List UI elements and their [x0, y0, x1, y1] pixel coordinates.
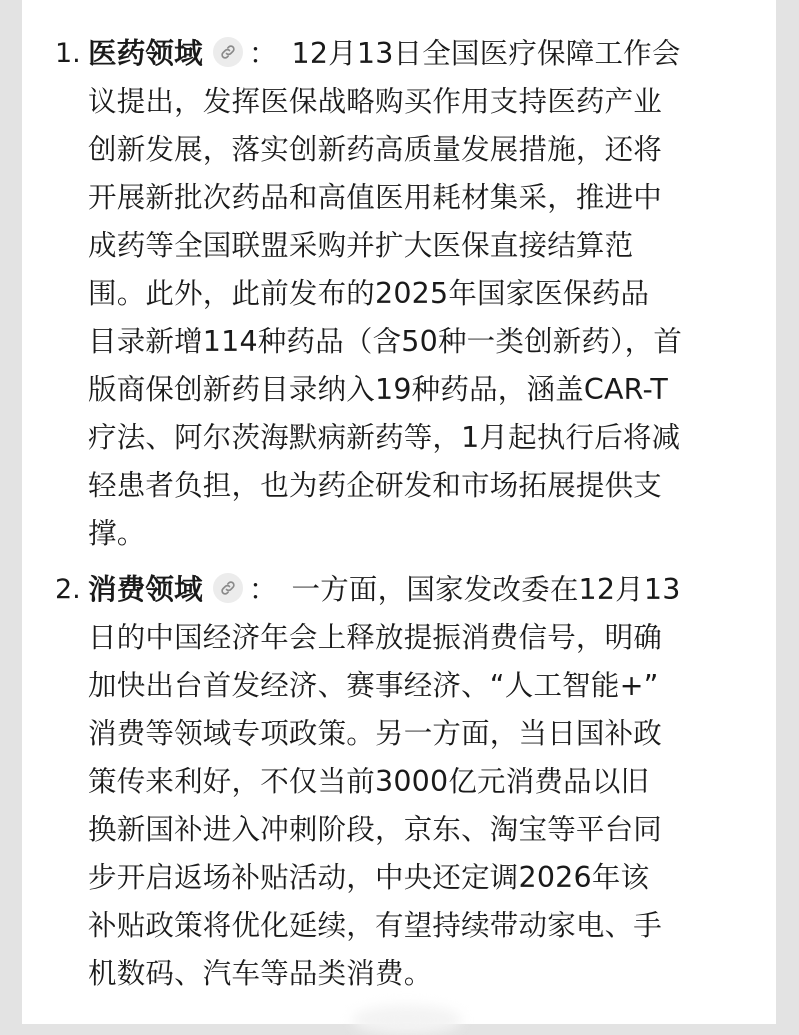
link-icon[interactable] [213, 37, 243, 67]
text-line: 轻患者负担，也为药企研发和市场拓展提供支 [88, 469, 663, 502]
text-line: 创新发展，落实创新药高质量发展措施，还将 [88, 133, 663, 166]
text-line: 换新国补进入冲刺阶段，京东、淘宝等平台同 [88, 813, 663, 846]
item-title: 消费领域 [88, 573, 203, 606]
text-line: 围。此外，此前发布的2025年国家医保药品 [88, 277, 650, 310]
text-line: 消费等领域专项政策。另一方面，当日国补政 [88, 717, 663, 750]
text-line: 加快出台首发经济、赛事经济、“人工智能+” [88, 669, 659, 702]
colon: ： [248, 573, 278, 606]
text-line [88, 30, 748, 78]
text-segment: 一方面，国家发改委在12月13 [291, 573, 681, 606]
list-item-text [88, 566, 748, 998]
text-line: 议提出，发挥医保战略购买作用支持医药产业 [88, 85, 663, 118]
text-line: 日的中国经济年会上释放提振消费信号，明确 [88, 621, 663, 654]
text-line: 策传来利好，不仅当前3000亿元消费品以旧 [88, 765, 650, 798]
link-icon[interactable] [213, 573, 243, 603]
scroll-fade [352, 1005, 462, 1035]
list-item-text [88, 30, 748, 558]
list-number: 2. [55, 574, 81, 605]
text-line: 成药等全国联盟采购并扩大医保直接结算范 [88, 229, 634, 262]
content-card [22, 0, 776, 1024]
list-number: 1. [55, 38, 81, 69]
text-line: 机数码、汽车等品类消费。 [88, 957, 433, 990]
colon: ： [248, 37, 278, 70]
text-line: 版商保创新药目录纳入19种药品，涵盖CAR-T [88, 373, 668, 406]
text-line: 撑。 [88, 517, 146, 550]
text-segment: 12月13日全国医疗保障工作会 [291, 37, 681, 70]
item-title: 医药领域 [88, 37, 203, 70]
text-line: 开展新批次药品和高值医用耗材集采，推进中 [88, 181, 663, 214]
text-line: 疗法、阿尔茨海默病新药等，1月起执行后将减 [88, 421, 681, 454]
text-line: 补贴政策将优化延续，有望持续带动家电、手 [88, 909, 663, 942]
text-line: 目录新增114种药品（含50种一类创新药），首 [88, 325, 683, 358]
text-line [88, 566, 748, 614]
text-line: 步开启返场补贴活动，中央还定调2026年该 [88, 861, 650, 894]
